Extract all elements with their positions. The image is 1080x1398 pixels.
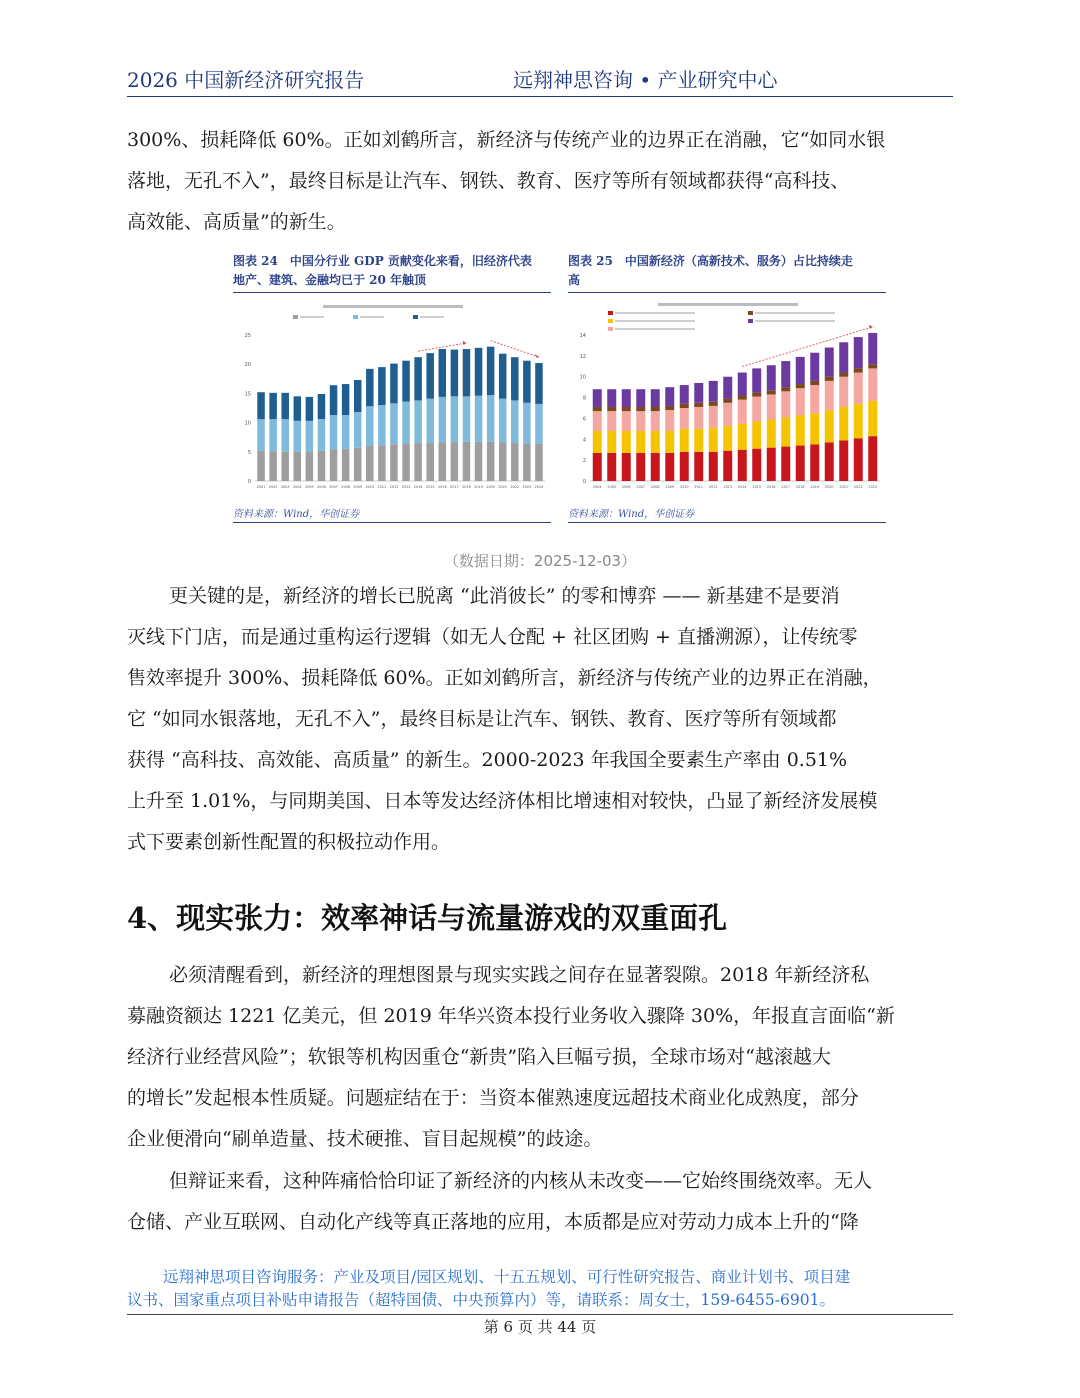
y-tick-label: 6 [582, 416, 586, 423]
bar-segment [402, 444, 409, 481]
bar-segment [781, 391, 790, 417]
bar-segment [354, 380, 361, 412]
bar-segment [680, 385, 689, 404]
text-line: 售效率提升 300%、损耗降低 60%。正如刘鹤所言，新经济与传统产业的边界正在消融， [127, 667, 882, 689]
text-line: 更关键的是，新经济的增长已脱离 “此消彼长” 的零和博弈 —— 新基建不是要消 [169, 585, 840, 607]
bar-segment [796, 357, 805, 384]
bar-segment [511, 400, 518, 443]
x-tick-label: 2019 [474, 485, 483, 489]
bar-segment [523, 403, 530, 444]
x-tick-label: 2019 [810, 485, 820, 489]
bar-segment [738, 450, 747, 481]
bar-segment [825, 410, 834, 442]
x-tick-label: 2012 [389, 485, 399, 489]
bar-segment [825, 377, 834, 381]
x-tick-label: 2020 [824, 485, 834, 489]
text-line: 必须清醒看到，新经济的理想图景与现实实践之间存在显著裂隙。2018 年新经济私 [169, 964, 870, 986]
bar-segment [680, 452, 689, 481]
bar-segment [366, 369, 373, 406]
bar-segment [269, 419, 276, 451]
bar-segment [709, 452, 718, 481]
bar-segment [665, 387, 674, 406]
bar-segment [636, 389, 645, 407]
bar-segment [622, 453, 631, 481]
bar-segment [378, 405, 385, 445]
bar-segment [767, 419, 776, 447]
bar-segment [535, 444, 542, 481]
x-tick-label: 2017 [450, 485, 459, 489]
bar-segment [354, 412, 361, 448]
bar-segment [257, 451, 264, 481]
bar-segment [523, 361, 530, 403]
bar-segment [709, 381, 718, 402]
legend-swatch [748, 319, 753, 323]
bar-segment [825, 381, 834, 410]
x-tick-label: 2024 [534, 485, 544, 489]
y-tick-label: 12 [579, 353, 586, 360]
bar-segment [366, 446, 373, 481]
footer-note-line: 远翔神思项目咨询服务：产业及项目/园区规划、十五五规划、可行性研究报告、商业计划书、项目建 [163, 1268, 851, 1286]
bar-segment [868, 401, 877, 436]
x-tick-label: 2022 [853, 485, 863, 489]
bar-segment [414, 357, 421, 400]
bar-segment [475, 348, 482, 396]
bar-segment [767, 448, 776, 481]
bar-segment [854, 404, 863, 438]
bar-segment [810, 385, 819, 413]
bar-segment [366, 406, 373, 446]
y-tick-label: 8 [582, 395, 586, 402]
bar-segment [636, 431, 645, 453]
y-tick-label: 20 [244, 362, 251, 369]
bar-segment [475, 396, 482, 442]
bar-segment [694, 429, 703, 452]
bar-segment [636, 411, 645, 431]
bar-segment [622, 407, 631, 411]
bar-segment [767, 365, 776, 390]
legend-label-blur [615, 320, 695, 322]
gdp-contribution-chart [233, 301, 551, 501]
bar-segment [342, 415, 349, 449]
bar-segment [622, 411, 631, 431]
text-line: 获得 “高科技、高效能、高质量” 的新生。2000-2023 年我国全要素生产率由 0.51% [127, 749, 848, 771]
paragraph-dialectic [127, 1161, 953, 1243]
figure-24-caption [233, 252, 551, 293]
legend-swatch [413, 315, 418, 319]
legend-swatch [353, 315, 358, 319]
text-line: 募融资额达 1221 亿美元，但 2019 年华兴资本投行业务收入骤降 30%，年报直言面临“新 [127, 1005, 895, 1027]
caption-line: 地产、建筑、金融均已于 20 年触顶 [233, 273, 427, 287]
bar-segment [593, 431, 602, 453]
bar-segment [651, 453, 660, 481]
x-tick-label: 2018 [462, 485, 471, 489]
bar-segment [487, 442, 494, 481]
bar-segment [825, 442, 834, 481]
bar-segment [535, 363, 542, 404]
y-tick-label: 5 [247, 449, 251, 456]
bar-segment [354, 448, 361, 481]
bar-segment [651, 431, 660, 453]
bar-segment [607, 407, 616, 411]
x-tick-label: 2010 [679, 485, 689, 489]
legend-label-blur [615, 328, 695, 330]
bar-segment [796, 388, 805, 415]
x-tick-label: 2007 [636, 485, 646, 489]
footer-note-line: 议书、国家重点项目补贴申请报告（超特国债、中央预算内）等，请联系：周女士，159-6455-6901。 [127, 1291, 835, 1309]
bar-segment [694, 403, 703, 407]
text-line: 经济行业经营风险”；软银等机构因重仓“新贵”陷入巨幅亏损，全球市场对“越滚越大 [127, 1046, 831, 1068]
bar-segment [281, 452, 288, 481]
bar-segment [306, 421, 313, 451]
bar-segment [839, 440, 848, 481]
bar-segment [752, 392, 761, 396]
bar-segment [535, 404, 542, 444]
figure-24-source: 资料来源：Wind，华创证券 [233, 505, 551, 523]
bar-segment [269, 393, 276, 419]
bar-segment [738, 373, 747, 396]
paragraph-reality-gap [127, 955, 953, 1160]
figure-24 [233, 252, 551, 523]
figure-25-source: 资料来源：Wind，华创证券 [568, 505, 886, 523]
bar-segment [665, 453, 674, 481]
bar-segment [281, 419, 288, 452]
bar-segment [475, 442, 482, 481]
x-tick-label: 2016 [437, 485, 447, 489]
y-tick-label: 10 [579, 374, 586, 381]
bar-segment [593, 411, 602, 431]
x-tick-label: 2002 [268, 485, 278, 489]
x-tick-label: 2023 [522, 485, 532, 489]
x-tick-label: 2010 [365, 485, 375, 489]
bar-segment [796, 415, 805, 445]
text-line: 式下要素创新性配置的积极拉动作用。 [127, 831, 451, 853]
y-tick-label: 25 [244, 333, 251, 339]
bar-segment [451, 442, 458, 481]
bar-segment [330, 415, 337, 449]
text-line: 的增长”发起根本性质疑。问题症结在于：当资本催熟速度远超技术商业化成熟度，部分 [127, 1087, 859, 1109]
x-tick-label: 2008 [341, 485, 350, 489]
x-tick-label: 2022 [510, 485, 520, 489]
x-tick-label: 2007 [329, 485, 338, 489]
x-tick-label: 2005 [607, 485, 617, 489]
bar-segment [607, 453, 616, 481]
bar-segment [868, 333, 877, 364]
bar-segment [868, 368, 877, 400]
bar-segment [269, 451, 276, 481]
bar-segment [318, 451, 325, 481]
bar-segment [665, 431, 674, 453]
bar-segment [767, 394, 776, 419]
x-tick-label: 2014 [413, 485, 423, 489]
bar-segment [499, 399, 506, 443]
bar-segment [796, 446, 805, 481]
bar-segment [463, 442, 470, 481]
x-tick-label: 2015 [425, 485, 435, 489]
x-tick-label: 2004 [292, 485, 302, 489]
y-tick-label: 14 [579, 333, 586, 339]
bar-segment [402, 402, 409, 444]
x-tick-label: 2023 [868, 485, 878, 489]
bar-segment [781, 417, 790, 446]
bar-segment [257, 392, 264, 419]
x-tick-label: 2011 [694, 485, 704, 489]
x-tick-label: 2013 [723, 485, 733, 489]
bar-segment [378, 367, 385, 405]
bar-segment [680, 429, 689, 452]
x-tick-label: 2003 [280, 485, 290, 489]
legend-swatch [608, 311, 613, 315]
x-tick-label: 2015 [752, 485, 762, 489]
bar-segment [868, 436, 877, 481]
bar-segment [825, 348, 834, 377]
bar-segment [330, 385, 337, 415]
bar-segment [499, 354, 506, 399]
bar-segment [487, 395, 494, 442]
bar-segment [318, 394, 325, 419]
bar-segment [593, 453, 602, 481]
bar-segment [342, 449, 349, 481]
x-tick-label: 2013 [401, 485, 411, 489]
figure-25-caption [568, 252, 886, 293]
bar-segment [306, 451, 313, 481]
bar-segment [665, 406, 674, 410]
bar-segment [499, 442, 506, 481]
text-line: 但辩证来看，这种阵痛恰恰印证了新经济的内核从未改变——它始终围绕效率。无人 [169, 1170, 873, 1192]
bar-segment [294, 396, 301, 421]
bar-segment [752, 422, 761, 449]
bar-segment [651, 389, 660, 407]
header-org-name: 远翔神思咨询 • 产业研究中心 [513, 68, 778, 92]
x-tick-label: 2005 [305, 485, 314, 489]
y-tick-label: 10 [244, 420, 251, 427]
x-tick-label: 2012 [708, 485, 718, 489]
bar-segment [854, 337, 863, 368]
text-line: 300%、损耗降低 60%。正如刘鹤所言，新经济与传统产业的边界正在消融，它“如同水银 [127, 129, 886, 151]
legend-swatch [748, 311, 753, 315]
bar-segment [810, 413, 819, 444]
x-tick-label: 2009 [353, 485, 363, 489]
bar-segment [294, 421, 301, 452]
bar-segment [390, 403, 397, 444]
bar-segment [414, 400, 421, 443]
bar-segment [839, 342, 848, 372]
bar-segment [694, 407, 703, 429]
bar-segment [402, 361, 409, 402]
bar-segment [636, 407, 645, 411]
x-tick-label: 2021 [498, 485, 508, 489]
bar-segment [723, 451, 732, 481]
text-line: 企业便滑向“刷单造量、技术硬推、盲目起规模”的歧途。 [127, 1128, 603, 1150]
x-tick-label: 2011 [377, 485, 387, 489]
bar-segment [511, 357, 518, 400]
x-tick-label: 2004 [592, 485, 602, 489]
bar-segment [810, 445, 819, 482]
caption-line: 高 [568, 273, 581, 287]
legend-label-blur [360, 316, 384, 318]
bar-segment [330, 449, 337, 481]
bar-segment [854, 438, 863, 481]
bar-segment [738, 424, 747, 450]
bar-segment [607, 389, 616, 407]
legend-label-blur [755, 320, 835, 322]
text-line: 高效能、高质量”的新生。 [127, 211, 346, 233]
data-date-note: （数据日期：2025-12-03） [443, 552, 637, 570]
bar-segment [723, 403, 732, 426]
bar-segment [709, 428, 718, 452]
legend-label-blur [420, 316, 444, 318]
bar-segment [281, 393, 288, 419]
figure-25 [568, 252, 886, 523]
bar-segment [854, 373, 863, 404]
bar-segment [622, 389, 631, 407]
bar-segment [651, 411, 660, 431]
bar-segment [694, 383, 703, 403]
bar-segment [439, 397, 446, 443]
bar-segment [523, 444, 530, 481]
legend-swatch [608, 327, 613, 331]
bar-segment [463, 349, 470, 396]
bar-segment [439, 442, 446, 481]
bar-segment [839, 407, 848, 440]
new-economy-share-chart [568, 301, 886, 501]
footer-service-note [127, 1266, 953, 1312]
page-header [127, 62, 953, 97]
paragraph-key-point [127, 576, 953, 863]
bar-segment [439, 349, 446, 397]
bar-segment [680, 404, 689, 408]
bar-segment [607, 431, 616, 453]
bar-segment [306, 397, 313, 421]
bar-segment [665, 410, 674, 431]
bar-segment [781, 361, 790, 387]
bar-segment [511, 443, 518, 481]
x-tick-label: 2006 [621, 485, 631, 489]
y-tick-label: 0 [582, 479, 586, 485]
bar-segment [752, 368, 761, 392]
bar-segment [342, 384, 349, 415]
paragraph-continuation [127, 120, 953, 243]
x-tick-label: 2020 [486, 485, 495, 489]
legend-label-blur [300, 316, 324, 318]
bar-segment [318, 419, 325, 451]
y-tick-label: 2 [582, 458, 586, 465]
caption-line: 图表 25 中国新经济（高新技术、服务）占比持续走 [568, 254, 853, 268]
bar-segment [426, 399, 433, 443]
bar-segment [463, 396, 470, 442]
bar-segment [781, 447, 790, 481]
bar-segment [426, 353, 433, 399]
chart-title-blur [658, 303, 798, 306]
x-tick-label: 2021 [839, 485, 849, 489]
bar-segment [868, 364, 877, 368]
bar-segment [709, 402, 718, 406]
x-tick-label: 2008 [650, 485, 660, 489]
footer-divider [127, 1314, 953, 1315]
bar-segment [709, 406, 718, 428]
legend-swatch [608, 319, 613, 323]
section-heading: 4、现实张力：效率神话与流量游戏的双重面孔 [127, 901, 728, 935]
text-line: 上升至 1.01%，与同期美国、日本等发达经济体相比增速相对较快，凸显了新经济发展模 [127, 790, 878, 812]
x-tick-label: 2001 [256, 485, 266, 489]
x-tick-label: 2018 [795, 485, 805, 489]
bar-segment [257, 419, 264, 451]
legend-swatch [293, 315, 298, 319]
bar-segment [738, 395, 747, 399]
bar-segment [426, 443, 433, 481]
bar-segment [451, 350, 458, 397]
y-tick-label: 4 [582, 437, 586, 444]
bar-segment [839, 377, 848, 407]
bar-segment [451, 396, 458, 442]
text-line: 仓储、产业互联网、自动化产线等真正落地的应用，本质都是应对劳动力成本上升的“降 [127, 1211, 859, 1233]
text-line: 它 “如同水银落地，无孔不入”，最终目标是让汽车、钢铁、教育、医疗等所有领域都 [127, 708, 837, 730]
bar-segment [767, 390, 776, 394]
bar-segment [390, 364, 397, 404]
bar-segment [781, 387, 790, 391]
bar-segment [593, 389, 602, 407]
caption-line: 图表 24 中国分行业 GDP 贡献变化来看，旧经济代表 [233, 254, 532, 268]
bar-segment [622, 431, 631, 453]
legend-label-blur [755, 312, 835, 314]
chart-title-blur [323, 305, 463, 308]
bar-segment [487, 347, 494, 395]
bar-segment [723, 426, 732, 451]
bar-segment [839, 373, 848, 377]
bar-segment [636, 453, 645, 481]
bar-segment [593, 407, 602, 411]
x-tick-label: 2017 [781, 485, 791, 489]
bar-segment [390, 444, 397, 481]
page-number: 第 6 页 共 44 页 [483, 1318, 597, 1336]
bar-segment [796, 384, 805, 388]
x-tick-label: 2009 [665, 485, 675, 489]
x-tick-label: 2014 [737, 485, 747, 489]
text-line: 落地，无孔不入”，最终目标是让汽车、钢铁、教育、医疗等所有领域都获得“高科技、 [127, 170, 850, 192]
bar-segment [738, 400, 747, 424]
x-tick-label: 2006 [317, 485, 326, 489]
bar-segment [752, 449, 761, 481]
bar-segment [294, 452, 301, 481]
bar-segment [651, 407, 660, 411]
bar-segment [723, 377, 732, 399]
bar-segment [680, 408, 689, 429]
bar-segment [854, 368, 863, 372]
y-tick-label: 15 [244, 391, 251, 398]
bar-segment [607, 411, 616, 431]
bar-segment [378, 445, 385, 481]
bar-segment [810, 381, 819, 385]
x-tick-label: 2016 [766, 485, 776, 489]
legend-label-blur [615, 312, 695, 314]
bar-segment [752, 397, 761, 422]
bar-segment [723, 399, 732, 403]
bar-segment [810, 353, 819, 381]
y-tick-label: 0 [247, 479, 251, 485]
bar-segment [414, 443, 421, 481]
text-line: 灭线下门店，而是通过重构运行逻辑（如无人仓配 + 社区团购 + 直播溯源），让传统零 [127, 626, 858, 648]
header-report-title: 2026 中国新经济研究报告 [127, 68, 365, 92]
bar-segment [694, 452, 703, 481]
